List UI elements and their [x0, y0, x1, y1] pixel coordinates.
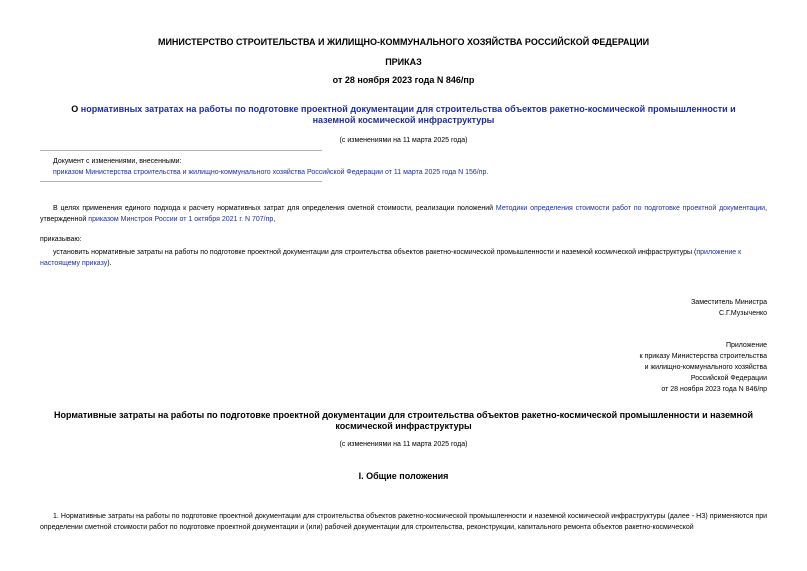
appendix-line: и жилищно-коммунального хозяйства — [644, 364, 767, 371]
appendix-line: от 28 ноября 2023 года N 846/пр — [661, 386, 767, 393]
signer-name: С.Г.Музыченко — [719, 310, 767, 317]
appendix-line: Российской Федерации — [690, 375, 767, 382]
preamble-text-b: , утвержденной — [40, 205, 768, 223]
signer-position: Заместитель Министра — [691, 299, 767, 306]
order-title — [50, 104, 757, 126]
appendix-line: Приложение — [725, 342, 767, 349]
order-text-a: установить нормативные затраты на работы по подготовке проектной документации для строительства объектов ракетно-космической промышленности и наземной космической инфраструктуры ( — [53, 249, 697, 256]
preamble-text-c: , — [273, 216, 276, 223]
annex-title: Нормативные затраты на работы по подготовке проектной документации для строительства объектов ракетно-космической промышленности и наземной космической инфраструктуры — [53, 410, 754, 431]
order-paragraph — [40, 247, 767, 269]
order-title-link[interactable]: нормативных затратах на работы по подготовке проектной документации для строительства объектов ракетно-космической промышленности и наземной космической инфраструктуры — [80, 104, 736, 125]
appendix-line: к приказу Министерства строительства — [639, 353, 767, 360]
annex-changes-note: (с изменениями на 11 марта 2025 года) — [339, 441, 468, 448]
order-title-prefix: О — [71, 104, 81, 114]
order-text-b: ). — [107, 260, 112, 267]
methodology-link[interactable]: Методики определения стоимости работ по подготовке проектной документации — [495, 205, 766, 212]
doc-date-number: от 28 ноября 2023 года N 846/пр — [332, 75, 475, 85]
amendments-note — [53, 156, 488, 178]
doc-type-heading: ПРИКАЗ — [385, 57, 422, 67]
amendments-label: Документ с изменениями, внесенными: — [53, 158, 182, 165]
amendment-link[interactable]: приказом Министерства строительства и жилищно-коммунального хозяйства Российской Федерации от 11 марта 2025 года N 156/пр. — [53, 169, 489, 176]
ministry-heading: МИНИСТЕРСТВО СТРОИТЕЛЬСТВА И ЖИЛИЩНО-КОММУНАЛЬНОГО ХОЗЯЙСТВА РОССИЙСКОЙ ФЕДЕРАЦИИ — [157, 37, 650, 47]
divider-bottom — [40, 181, 322, 182]
signature-block — [560, 297, 767, 319]
preamble-text-a: В целях применения единого подхода к расчету нормативных затрат для определения сметной стоимости, реализации положений — [53, 205, 496, 212]
appendix-block — [560, 340, 767, 395]
preamble-paragraph — [40, 203, 767, 225]
appendix-link[interactable]: приложение к настоящему приказу — [40, 249, 742, 267]
section-paragraph: 1. Нормативные затраты на работы по подготовке проектной документации для строительства объектов ракетно-космической промышленности и наземной космической инфраструктуры (далее - НЗ) применяются при определении сметной стоимости работ по подготовке проектной документации и (или) рабочей документации для строительства, реконструкции, капитального ремонта объектов ракетно-космической — [40, 513, 767, 531]
changes-note: (с изменениями на 11 марта 2025 года) — [339, 137, 468, 144]
minstroy-order-link[interactable]: приказом Минстроя России от 1 октября 2021 г. N 707/пр — [88, 216, 274, 223]
order-word: приказываю: — [40, 236, 82, 243]
divider-top — [40, 150, 322, 151]
section-heading: I. Общие положения — [358, 471, 449, 481]
